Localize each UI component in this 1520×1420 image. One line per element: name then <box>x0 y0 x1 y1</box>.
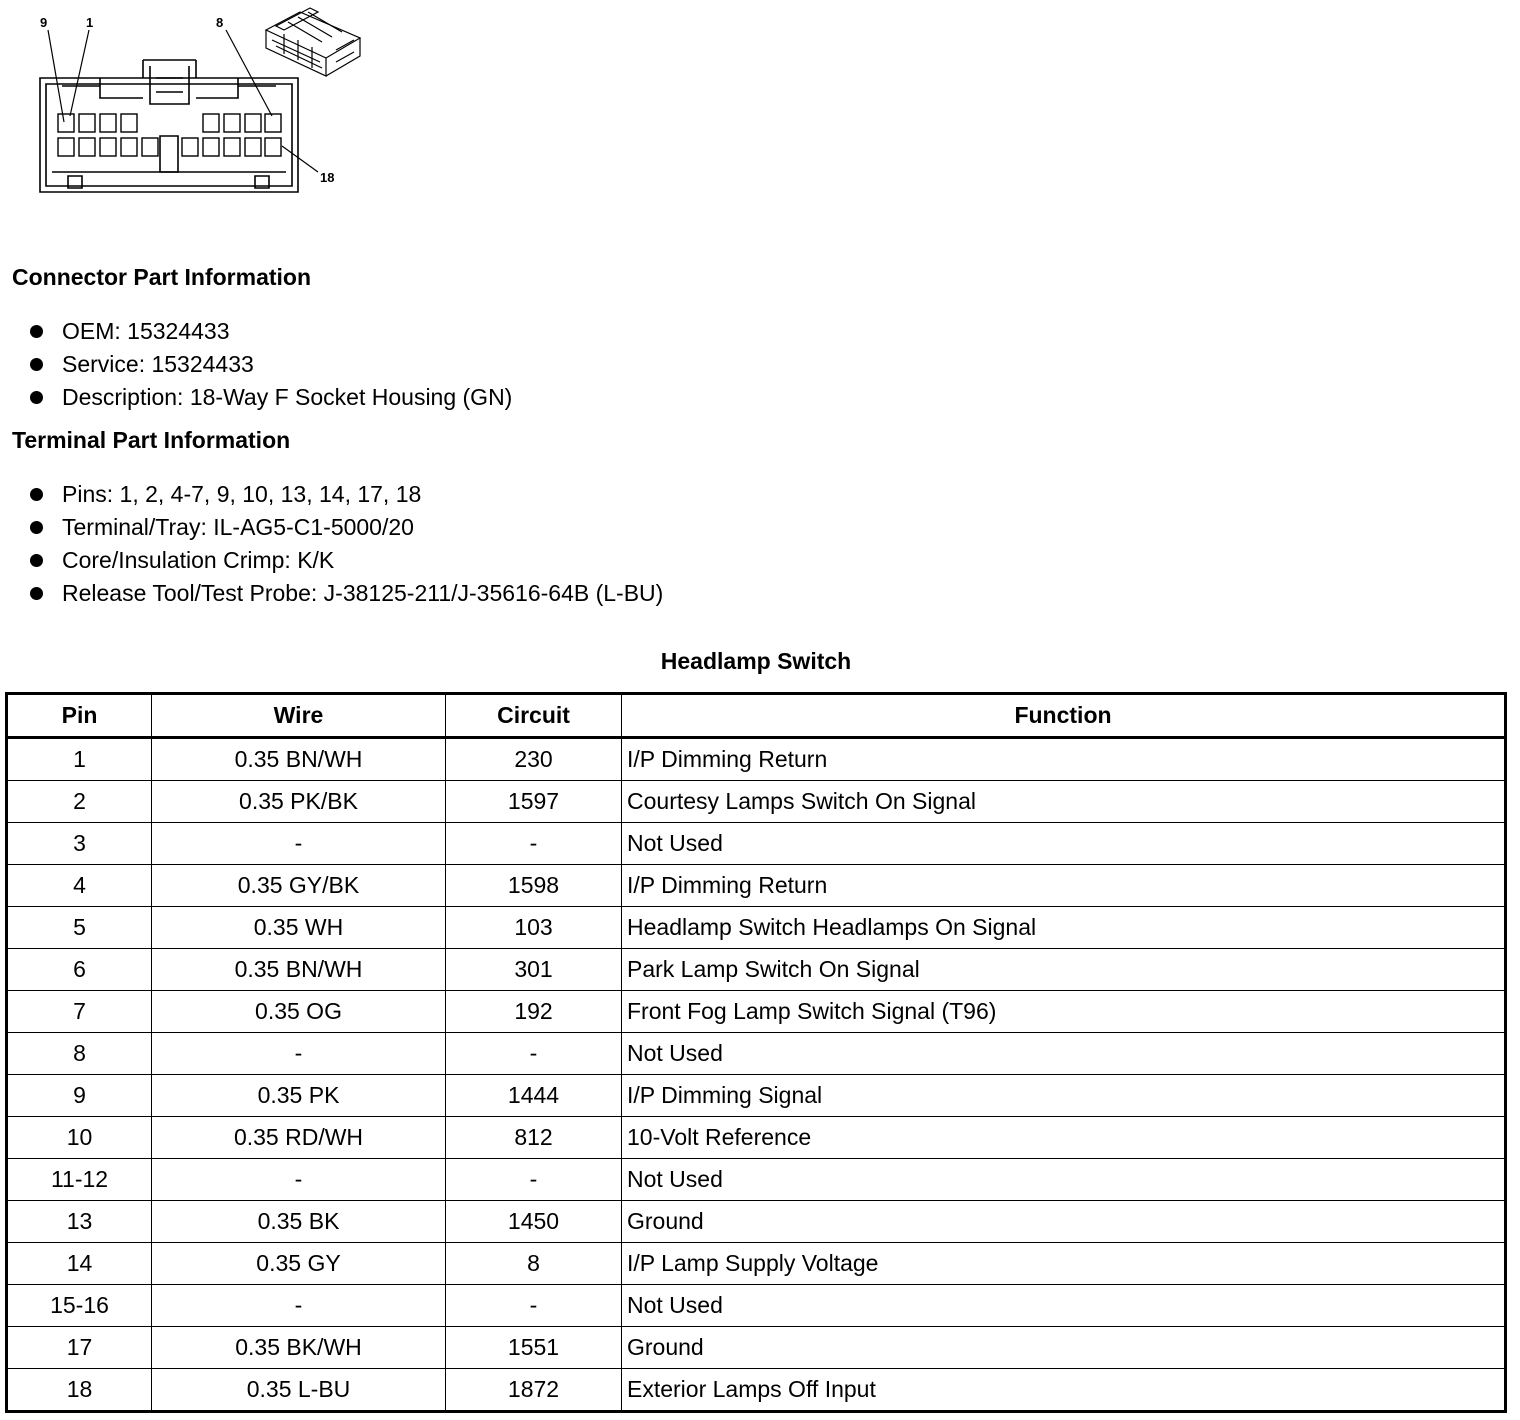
list-item <box>28 478 663 511</box>
pin-cell: 7 <box>7 991 152 1033</box>
list-item-text: Service: 15324433 <box>62 351 254 377</box>
column-header-wire: Wire <box>152 694 446 738</box>
circuit-cell: 1598 <box>446 865 622 907</box>
bullet-icon <box>30 521 43 534</box>
wire-cell: 0.35 PK <box>152 1075 446 1117</box>
circuit-cell: 8 <box>446 1243 622 1285</box>
bullet-icon <box>30 587 43 600</box>
bullet-icon <box>30 325 43 338</box>
table-row <box>7 1369 1506 1412</box>
pin-cell: 13 <box>7 1201 152 1243</box>
column-header-function: Function <box>622 694 1506 738</box>
list-item-text: OEM: 15324433 <box>62 318 230 344</box>
circuit-cell: 1597 <box>446 781 622 823</box>
table-row <box>7 865 1506 907</box>
pin-cell: 1 <box>7 738 152 781</box>
list-item-text: Pins: 1, 2, 4-7, 9, 10, 13, 14, 17, 18 <box>62 481 422 507</box>
circuit-cell: 230 <box>446 738 622 781</box>
pin-cell: 10 <box>7 1117 152 1159</box>
list-item-text: Description: 18-Way F Socket Housing (GN) <box>62 384 513 410</box>
bullet-icon <box>30 554 43 567</box>
circuit-cell: 1551 <box>446 1327 622 1369</box>
wire-cell: 0.35 BN/WH <box>152 738 446 781</box>
circuit-cell: 1450 <box>446 1201 622 1243</box>
function-cell: 10-Volt Reference <box>622 1117 1506 1159</box>
function-cell: I/P Dimming Return <box>622 738 1506 781</box>
table-row <box>7 1327 1506 1369</box>
function-cell: Headlamp Switch Headlamps On Signal <box>622 907 1506 949</box>
connector-face-diagram <box>0 0 380 210</box>
table-row <box>7 1117 1506 1159</box>
circuit-cell: 1444 <box>446 1075 622 1117</box>
list-item-text: Terminal/Tray: IL-AG5-C1-5000/20 <box>62 514 414 540</box>
wire-cell: 0.35 WH <box>152 907 446 949</box>
wire-cell: 0.35 GY/BK <box>152 865 446 907</box>
function-cell: Not Used <box>622 1033 1506 1075</box>
wire-cell: 0.35 BK/WH <box>152 1327 446 1369</box>
pin-cell: 18 <box>7 1369 152 1412</box>
table-row <box>7 823 1506 865</box>
pin-cell: 9 <box>7 1075 152 1117</box>
bottom-pin-row <box>58 138 281 156</box>
bullet-icon <box>30 358 43 371</box>
circuit-cell: - <box>446 823 622 865</box>
pin-cell: 5 <box>7 907 152 949</box>
circuit-cell: - <box>446 1285 622 1327</box>
function-cell: Not Used <box>622 1285 1506 1327</box>
callout-18: 18 <box>320 170 335 185</box>
function-cell: Not Used <box>622 1159 1506 1201</box>
table-body <box>7 738 1506 1412</box>
bullet-icon <box>30 488 43 501</box>
callout-leaders <box>48 30 318 172</box>
table-row <box>7 1159 1506 1201</box>
pin-cell: 14 <box>7 1243 152 1285</box>
column-header-circuit: Circuit <box>446 694 622 738</box>
pin-cell: 3 <box>7 823 152 865</box>
pin-cell: 8 <box>7 1033 152 1075</box>
table-row <box>7 1285 1506 1327</box>
connector-info-list <box>28 315 512 414</box>
function-cell: I/P Dimming Signal <box>622 1075 1506 1117</box>
wire-cell: 0.35 RD/WH <box>152 1117 446 1159</box>
function-cell: Ground <box>622 1201 1506 1243</box>
function-cell: Front Fog Lamp Switch Signal (T96) <box>622 991 1506 1033</box>
table-row <box>7 1201 1506 1243</box>
wire-cell: 0.35 L-BU <box>152 1369 446 1412</box>
wire-cell: 0.35 BK <box>152 1201 446 1243</box>
pin-cell: 17 <box>7 1327 152 1369</box>
list-item <box>28 511 663 544</box>
callout-8: 8 <box>216 15 224 30</box>
table-row <box>7 991 1506 1033</box>
function-cell: Not Used <box>622 823 1506 865</box>
callout-1: 1 <box>86 15 94 30</box>
wire-cell: 0.35 GY <box>152 1243 446 1285</box>
column-header-pin: Pin <box>7 694 152 738</box>
circuit-cell: 192 <box>446 991 622 1033</box>
function-cell: Park Lamp Switch On Signal <box>622 949 1506 991</box>
wire-cell: 0.35 OG <box>152 991 446 1033</box>
pinout-table <box>5 692 1507 1413</box>
connector-isometric-icon <box>266 8 360 76</box>
wire-cell: - <box>152 823 446 865</box>
list-item-text: Core/Insulation Crimp: K/K <box>62 547 335 573</box>
circuit-cell: - <box>446 1033 622 1075</box>
circuit-cell: 301 <box>446 949 622 991</box>
terminal-info-title: Terminal Part Information <box>12 427 291 453</box>
function-cell: Courtesy Lamps Switch On Signal <box>622 781 1506 823</box>
wire-cell: - <box>152 1159 446 1201</box>
table-row <box>7 1033 1506 1075</box>
list-item <box>28 348 512 381</box>
bullet-icon <box>30 391 43 404</box>
pin-cell: 6 <box>7 949 152 991</box>
connector-info-title: Connector Part Information <box>12 264 312 290</box>
pin-cell: 2 <box>7 781 152 823</box>
pin-cell: 4 <box>7 865 152 907</box>
list-item <box>28 577 663 610</box>
wire-cell: 0.35 BN/WH <box>152 949 446 991</box>
pin-cell: 15-16 <box>7 1285 152 1327</box>
list-item <box>28 315 512 348</box>
table-row <box>7 1243 1506 1285</box>
list-item <box>28 544 663 577</box>
table-row <box>7 1075 1506 1117</box>
function-cell: I/P Dimming Return <box>622 865 1506 907</box>
table-header-row <box>7 694 1506 738</box>
function-cell: Exterior Lamps Off Input <box>622 1369 1506 1412</box>
table-row <box>7 781 1506 823</box>
callout-9: 9 <box>40 15 48 30</box>
wire-cell: - <box>152 1033 446 1075</box>
circuit-cell: - <box>446 1159 622 1201</box>
wire-cell: - <box>152 1285 446 1327</box>
table-row <box>7 949 1506 991</box>
circuit-cell: 103 <box>446 907 622 949</box>
pin-cell: 11-12 <box>7 1159 152 1201</box>
table-title: Headlamp Switch <box>660 648 852 674</box>
list-item-text: Release Tool/Test Probe: J-38125-211/J-35616-64B (L-BU) <box>62 580 664 606</box>
table-row <box>7 907 1506 949</box>
circuit-cell: 812 <box>446 1117 622 1159</box>
circuit-cell: 1872 <box>446 1369 622 1412</box>
wire-cell: 0.35 PK/BK <box>152 781 446 823</box>
function-cell: Ground <box>622 1327 1506 1369</box>
function-cell: I/P Lamp Supply Voltage <box>622 1243 1506 1285</box>
top-pin-row <box>58 114 281 132</box>
table-row <box>7 738 1506 781</box>
list-item <box>28 381 512 414</box>
terminal-info-list <box>28 478 663 610</box>
